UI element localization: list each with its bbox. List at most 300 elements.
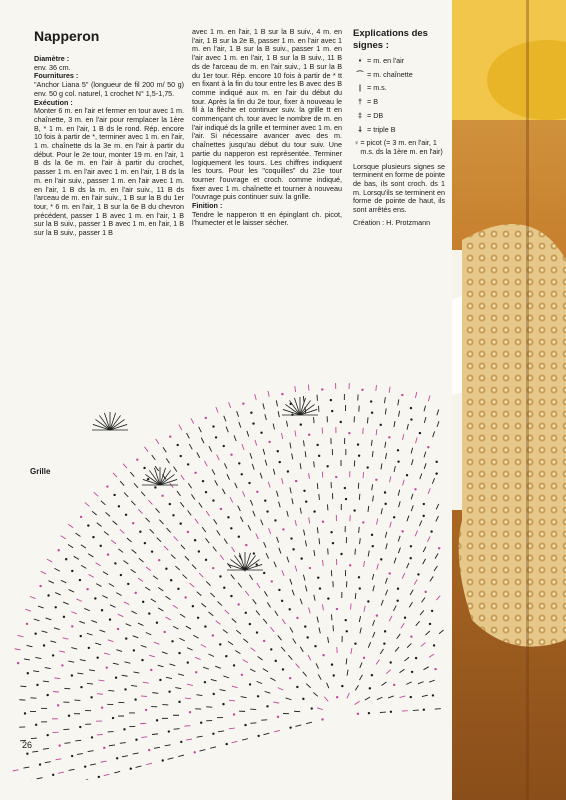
chain-mark <box>368 712 370 714</box>
chain-mark <box>415 657 417 659</box>
chain-mark <box>35 724 37 726</box>
stitch-mark <box>278 688 283 690</box>
stitch-mark <box>150 529 154 533</box>
chain-mark <box>168 690 170 692</box>
chain-mark <box>215 436 217 438</box>
stitch-mark <box>398 411 399 417</box>
chain-mark <box>123 728 125 730</box>
stitch-mark <box>316 663 319 668</box>
chain-mark <box>101 706 103 708</box>
stitch-mark <box>385 408 386 414</box>
stitch-mark <box>264 591 267 596</box>
chain-mark <box>316 444 318 446</box>
stitch-mark <box>292 590 294 596</box>
legend-item <box>353 139 445 156</box>
chain-mark <box>144 542 146 544</box>
chain-mark <box>404 617 406 619</box>
stitch-mark <box>226 427 228 433</box>
chain-mark <box>230 595 232 597</box>
stitch-mark <box>116 593 121 596</box>
stitch-mark <box>424 406 426 412</box>
stitch-mark <box>163 447 166 452</box>
chain-mark <box>242 402 244 404</box>
stitch-mark <box>360 662 362 668</box>
stitch-mark <box>25 609 31 611</box>
chain-mark <box>71 674 73 676</box>
chain-mark <box>204 625 206 627</box>
chain-mark <box>271 580 273 582</box>
chain-mark <box>362 521 364 523</box>
stitch-mark <box>416 438 418 444</box>
chain-mark <box>100 545 102 547</box>
stitch-mark <box>371 440 372 446</box>
stitch-mark <box>185 698 191 699</box>
column-instructions-1 <box>34 55 184 238</box>
stitch-mark <box>144 447 148 452</box>
chain-mark <box>250 412 252 414</box>
chain-mark <box>187 531 189 533</box>
chain-mark <box>397 449 399 451</box>
stitch-mark <box>300 404 315 415</box>
grille-label: Grille <box>30 467 51 476</box>
stitch-mark <box>68 545 73 548</box>
stitch-mark <box>308 608 310 614</box>
chain-mark <box>383 642 385 644</box>
stitch-mark <box>360 538 361 544</box>
stitch-mark <box>279 548 281 554</box>
stitch-mark <box>266 553 268 558</box>
chain-mark <box>57 549 59 551</box>
stitch-mark <box>411 448 413 454</box>
chain-mark <box>96 657 98 659</box>
legend-item <box>353 84 445 93</box>
stitch-mark <box>251 648 256 652</box>
chain-mark <box>331 410 333 412</box>
chain-mark <box>223 587 225 589</box>
stitch-mark <box>238 506 241 511</box>
stitch-mark <box>146 567 151 571</box>
stitch-mark <box>290 627 293 632</box>
stitch-mark <box>234 435 236 441</box>
stitch-mark <box>148 500 152 504</box>
stitch-mark <box>120 529 125 533</box>
stitch-mark <box>179 425 182 430</box>
chain-mark <box>113 494 115 496</box>
chain-mark <box>253 552 255 554</box>
chain-mark <box>333 674 335 676</box>
chain-mark <box>26 753 28 755</box>
stitch-mark <box>141 737 147 738</box>
stitch-mark <box>127 538 132 542</box>
legend-label: = m. en l'air <box>367 56 405 65</box>
chain-mark <box>194 751 196 753</box>
chain-mark <box>277 716 279 718</box>
stitch-mark <box>41 571 46 574</box>
double-crochet-icon: † <box>358 97 362 107</box>
chain-mark <box>281 393 283 395</box>
chain-mark <box>346 630 348 632</box>
stitch-mark <box>420 610 424 615</box>
stitch-mark <box>211 679 217 681</box>
stitch-mark <box>367 417 368 423</box>
chain-mark <box>52 654 54 656</box>
stitch-mark <box>185 556 189 560</box>
stitch-mark <box>373 585 375 591</box>
chain-mark <box>26 623 28 625</box>
stitch-mark <box>105 512 110 516</box>
stitch-mark <box>294 398 300 415</box>
stitch-mark <box>179 638 184 641</box>
stitch-mark <box>232 741 238 742</box>
stitch-mark <box>287 557 289 563</box>
stitch-mark <box>430 576 433 581</box>
chain-mark <box>84 765 86 767</box>
stitch-mark <box>124 662 130 663</box>
chain-mark <box>80 686 82 688</box>
stitch-mark <box>95 643 101 645</box>
stitch-mark <box>81 545 86 548</box>
stitch-mark <box>250 453 252 459</box>
chain-mark <box>345 619 347 621</box>
stitch-mark <box>76 599 81 601</box>
stitch-mark <box>437 421 439 427</box>
stitch-mark <box>110 424 127 430</box>
stitch-mark <box>377 697 383 699</box>
slip-stitch-icon: ⌒ <box>356 69 364 79</box>
chain-mark <box>319 587 321 589</box>
chain-mark <box>295 480 297 482</box>
stitch-mark <box>123 464 127 469</box>
stitch-mark <box>54 678 60 679</box>
stitch-mark <box>421 643 426 647</box>
stitch-mark <box>273 469 275 475</box>
chain-mark <box>257 695 259 697</box>
stitch-mark <box>305 540 306 546</box>
stitch-mark <box>201 645 206 648</box>
finition-text: Tendre le napperon tt en épinglant ch. picot, l'humecter et le laisser sécher. <box>192 209 342 228</box>
chain-mark <box>349 564 351 566</box>
stitch-mark <box>261 519 263 525</box>
stitch-mark <box>234 555 245 570</box>
stitch-mark <box>199 427 202 432</box>
finition-label: Finition : <box>192 201 223 211</box>
chain-mark <box>112 717 114 719</box>
stitch-mark <box>253 599 257 604</box>
chain-mark <box>205 491 207 493</box>
chain-mark <box>332 542 334 544</box>
stitch-mark <box>295 386 296 392</box>
stitch-mark <box>134 483 138 487</box>
chain-mark <box>389 572 391 574</box>
stitch-mark <box>71 612 77 614</box>
stitch-mark <box>372 451 373 457</box>
stitch-mark <box>381 508 382 514</box>
chain-mark <box>180 455 182 457</box>
stitch-mark <box>317 527 318 533</box>
stitch-mark <box>180 614 185 617</box>
stitch-mark <box>395 647 399 652</box>
stitch-mark <box>139 558 144 562</box>
stitch-mark <box>187 684 193 685</box>
stitch-mark <box>390 522 392 528</box>
stitch-mark <box>389 387 390 393</box>
chain-mark <box>289 677 291 679</box>
chain-mark <box>57 704 59 706</box>
stitch-mark <box>385 532 386 538</box>
stitch-mark <box>93 424 110 430</box>
stitch-mark <box>381 463 382 469</box>
chain-mark <box>380 558 382 560</box>
chain-mark <box>205 417 207 419</box>
chain-mark <box>202 480 204 482</box>
chain-mark <box>71 755 73 757</box>
stitch-mark <box>436 504 439 509</box>
stitch-mark <box>48 581 53 584</box>
stitch-mark <box>160 479 177 485</box>
stitch-mark <box>109 745 115 746</box>
chain-mark <box>401 530 403 532</box>
stitch-mark <box>212 469 215 474</box>
stitch-mark <box>376 660 379 665</box>
stitch-mark <box>103 572 108 575</box>
stitch-mark <box>89 670 95 671</box>
stitch-mark <box>89 574 94 577</box>
chain-mark <box>162 759 164 761</box>
chain-mark <box>151 550 153 552</box>
stitch-mark <box>394 558 396 564</box>
chain-mark <box>237 603 239 605</box>
stitch-mark <box>282 619 285 624</box>
stitch-mark <box>397 634 401 639</box>
chain-mark <box>410 696 412 698</box>
stitch-mark <box>231 574 235 579</box>
chain-mark <box>125 514 127 516</box>
legend-note: Lorsque plusieurs signes se terminent en forme de pointe de bas, ils sont croch. ds 1 m. Lorsqu'ils se terminent en forme de pointe de haut, ils sont arrêtés ens. <box>353 161 445 215</box>
chain-mark <box>287 470 289 472</box>
stitch-mark <box>232 619 236 623</box>
stitch-mark <box>166 677 172 678</box>
chain-mark <box>124 688 126 690</box>
chain-mark <box>390 661 392 663</box>
stitch-mark <box>277 537 279 543</box>
chain-mark <box>281 600 283 602</box>
stitch-mark <box>236 630 241 634</box>
stitch-mark <box>263 669 268 672</box>
chain-mark <box>296 686 298 688</box>
stitch-mark <box>290 443 291 449</box>
stitch-mark <box>401 623 404 628</box>
stitch-mark <box>258 657 263 660</box>
stitch-mark <box>439 630 444 634</box>
chain-mark <box>212 634 214 636</box>
stitch-mark <box>133 672 139 673</box>
stitch-mark <box>45 668 51 669</box>
stitch-mark <box>424 463 426 469</box>
stitch-mark <box>245 553 251 570</box>
chain-mark <box>275 660 277 662</box>
stitch-mark <box>216 407 218 413</box>
stitch-mark <box>238 583 242 588</box>
stitch-mark <box>303 396 304 402</box>
chain-mark <box>245 544 247 546</box>
chain-mark <box>133 649 135 651</box>
chain-mark <box>219 643 221 645</box>
stitch-mark <box>385 590 387 596</box>
stitch-mark <box>27 645 33 646</box>
stitch-mark <box>414 579 417 584</box>
stitch-mark <box>199 503 202 508</box>
chain-mark <box>367 600 369 602</box>
chain-mark <box>171 640 173 642</box>
stitch-mark <box>154 468 160 485</box>
stitch-mark <box>215 480 218 485</box>
chain-mark <box>132 522 134 524</box>
diameter-label: Diamètre : <box>34 54 70 63</box>
stitch-mark <box>155 466 159 471</box>
stitch-mark <box>160 474 175 485</box>
stitch-mark <box>317 617 318 623</box>
stitch-mark <box>181 475 184 480</box>
chain-mark <box>322 654 324 656</box>
chain-mark <box>200 722 202 724</box>
stitch-mark <box>206 581 210 585</box>
stitch-mark <box>206 538 210 543</box>
chain-mark <box>417 573 419 575</box>
stitch-mark <box>399 501 401 507</box>
stitch-mark <box>108 640 114 642</box>
stitch-mark <box>186 433 189 438</box>
stitch-mark <box>400 696 406 698</box>
stitch-mark <box>386 453 387 459</box>
chain-mark <box>98 776 100 778</box>
stitch-mark <box>46 618 52 620</box>
stitch-mark <box>265 414 266 420</box>
chain-mark <box>256 631 258 633</box>
stitch-mark <box>110 415 121 430</box>
stitch-mark <box>63 602 69 604</box>
chain-mark <box>34 633 36 635</box>
chain-mark <box>65 558 67 560</box>
stitch-mark <box>218 731 224 732</box>
chain-mark <box>370 400 372 402</box>
chain-mark <box>213 693 215 695</box>
stitch-mark <box>181 545 185 549</box>
chain-mark <box>154 486 156 488</box>
stitch-mark <box>292 498 293 504</box>
stitch-mark <box>256 534 259 539</box>
chain-mark <box>430 530 432 532</box>
stitch-mark <box>79 621 85 623</box>
stitch-mark <box>274 562 276 568</box>
stitch-mark <box>388 696 394 698</box>
chain-mark <box>375 479 377 481</box>
chain-mark <box>71 625 73 627</box>
chain-mark <box>340 553 342 555</box>
stitch-mark <box>80 660 86 661</box>
chain-mark <box>424 591 426 593</box>
chain-mark <box>414 488 416 490</box>
stitch-mark <box>400 669 405 672</box>
chain-mark <box>300 423 302 425</box>
stitch-mark <box>224 539 227 544</box>
chain-mark <box>361 389 363 391</box>
chain-mark <box>435 461 437 463</box>
chain-mark <box>330 531 332 533</box>
stitch-mark <box>317 483 318 489</box>
stitch-mark <box>296 664 300 669</box>
stitch-mark <box>126 624 132 626</box>
chain-mark <box>372 545 374 547</box>
stitch-mark <box>276 400 277 406</box>
stitch-mark <box>166 617 171 620</box>
stitch-mark <box>300 463 301 469</box>
stitch-mark <box>300 508 301 514</box>
stitch-mark <box>138 578 143 581</box>
stitch-mark <box>359 616 360 622</box>
stitch-mark <box>87 633 93 635</box>
stitch-mark <box>131 611 136 614</box>
stitch-mark <box>201 603 206 607</box>
stitch-mark <box>173 605 178 608</box>
chain-mark <box>212 733 214 735</box>
chain-mark <box>348 432 350 434</box>
chain-mark <box>189 711 191 713</box>
chain-mark <box>172 514 174 516</box>
stitch-mark <box>230 497 233 502</box>
stitch-mark <box>197 592 202 596</box>
chain-mark <box>318 455 320 457</box>
chain-mark <box>289 608 291 610</box>
picot-icon: ♀ <box>353 138 360 148</box>
stitch-mark <box>415 392 416 398</box>
stitch-mark <box>193 635 198 638</box>
stitch-mark <box>43 681 49 682</box>
stitch-mark <box>273 424 274 430</box>
stitch-mark <box>398 490 400 496</box>
chain-mark <box>354 642 356 644</box>
stitch-mark <box>47 559 52 562</box>
stitch-mark <box>143 479 160 485</box>
stitch-mark <box>133 753 139 754</box>
stitch-mark <box>319 538 320 544</box>
stitch-mark <box>403 480 405 486</box>
chain-mark <box>433 644 435 646</box>
stitch-mark <box>419 520 421 526</box>
chain-mark <box>384 491 386 493</box>
stitch-mark <box>151 599 156 602</box>
stitch-mark <box>436 595 440 600</box>
chain-mark <box>341 685 343 687</box>
stitch-mark <box>166 458 169 463</box>
chain-mark <box>107 553 109 555</box>
stitch-mark <box>210 593 214 597</box>
stitch-mark <box>18 635 24 636</box>
chain-mark <box>249 683 251 685</box>
chain-mark <box>238 462 240 464</box>
stitch-mark <box>427 536 430 541</box>
stitch-mark <box>77 754 83 755</box>
stitch-mark <box>402 573 404 578</box>
stitch-mark <box>365 697 370 700</box>
stitch-mark <box>232 686 238 688</box>
stitch-mark <box>303 440 304 446</box>
stitch-mark <box>174 536 178 540</box>
chain-mark <box>170 579 172 581</box>
stitch-mark <box>268 482 270 488</box>
legend-item <box>353 98 445 107</box>
chain-mark <box>43 644 45 646</box>
stitch-mark <box>108 690 114 691</box>
